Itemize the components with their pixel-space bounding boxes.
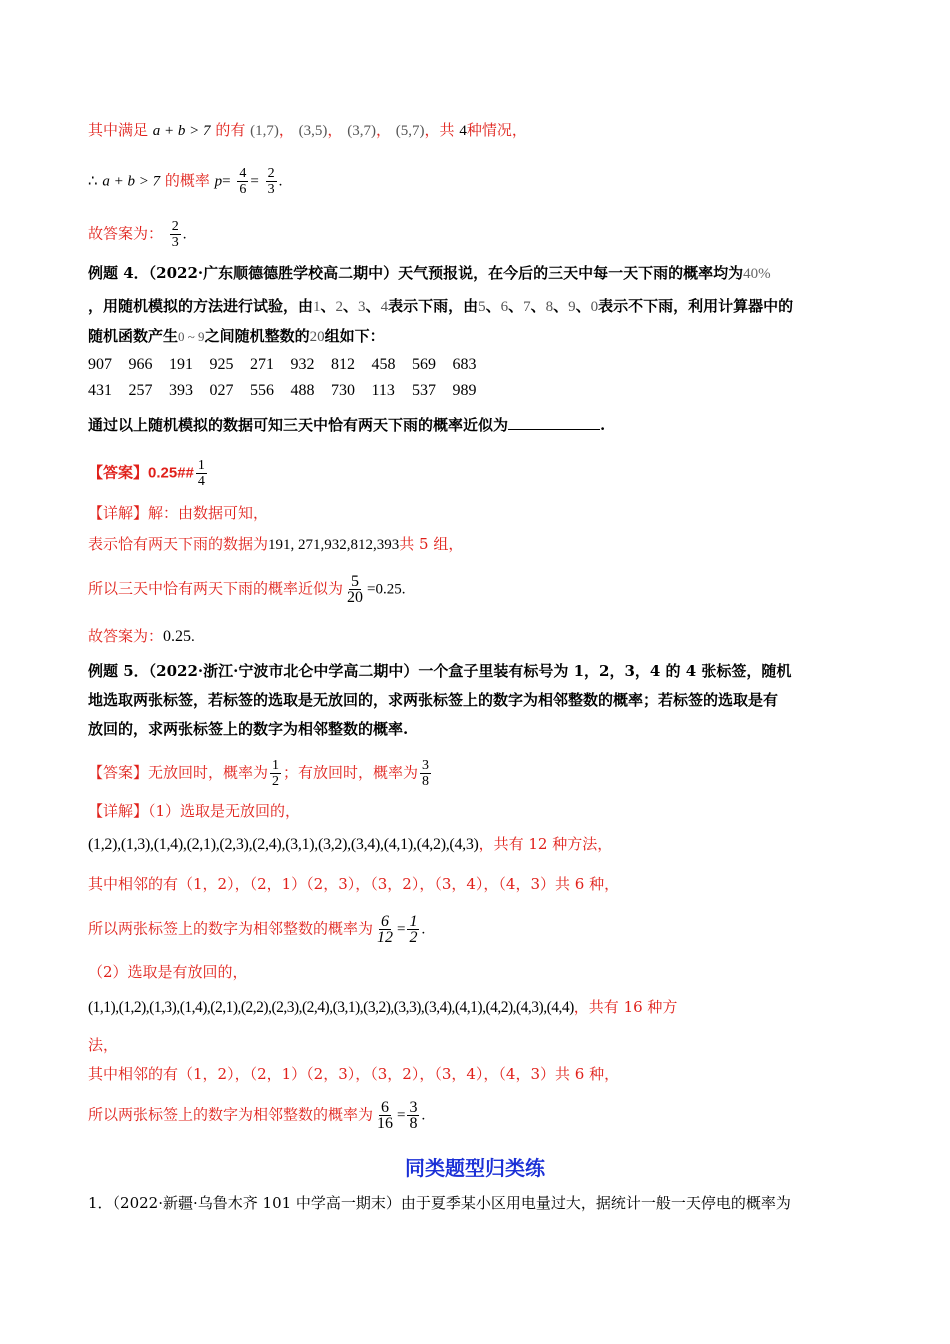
period: . <box>278 173 283 190</box>
text: 的概率 <box>164 171 210 190</box>
example4-title <box>88 262 771 285</box>
text: 其中相邻的有（1，2），（2，1）（2，3），（3，2），（3，4），（4，3）共 6 种， <box>88 875 620 893</box>
text: 法， <box>88 1036 119 1054</box>
random-data-row-1 <box>88 356 493 374</box>
math-equation: =0.25 <box>367 581 402 598</box>
period: . <box>182 226 187 243</box>
answer-blank <box>508 415 600 430</box>
example4-line2: ，用随机模拟的方法进行试验，由1、2、3、4表示下雨，由5、6、7、8、9、0表示不下雨，利用计算器中的 <box>88 297 794 315</box>
text: ；有放回时，概率为 <box>283 763 419 782</box>
math-number: 7 <box>523 299 531 315</box>
math-condition: a + b > 7 <box>152 123 211 139</box>
text: ，共 <box>424 121 455 139</box>
text: 例题 5．（2022·浙江·宁波市北仑中学高二期中）一个盒子里装有标号为 1，2，3，4 的 4 张标签，随机 <box>88 662 792 680</box>
text: 地选取两张标签，若标签的选取是无放回的，求两张标签上的数字为相邻整数的概率；若标签的选取是有 <box>88 691 779 709</box>
text: 共 5 组， <box>399 535 464 553</box>
example5-adjacent-1 <box>88 873 619 895</box>
period: . <box>421 921 426 938</box>
fraction <box>420 758 431 789</box>
math-condition: a + b > 7 <box>102 173 161 190</box>
period: . <box>600 416 606 434</box>
math-pair: (3,7) <box>347 123 376 139</box>
denominator: 2 <box>409 929 418 946</box>
text: 表示下雨，由 <box>388 297 479 315</box>
numerator: 6 <box>381 913 390 930</box>
numerator: 1 <box>197 458 205 473</box>
solution-line-probability <box>88 166 282 197</box>
period: . <box>401 581 406 598</box>
data-cell: 191 <box>169 356 193 373</box>
therefore-symbol: ∴ <box>88 173 98 190</box>
text: ，用随机模拟的方法进行试验，由 <box>88 297 314 315</box>
example5-title <box>88 660 791 682</box>
math-number: 0 <box>590 299 599 315</box>
denominator: 8 <box>409 1115 418 1132</box>
equals: = <box>397 921 406 938</box>
denominator: 2 <box>272 774 280 789</box>
math-pair: (1,7) <box>250 123 279 139</box>
text: 表示不下雨，利用计算器中的 <box>598 297 794 315</box>
example5-pairs-1 <box>88 833 612 856</box>
example5-prob-2 <box>88 1100 425 1131</box>
math-pair: (5,7) <box>395 123 425 139</box>
text: 通过以上随机模拟的数据可知三天中恰有两天下雨的概率近似为 <box>88 416 509 434</box>
fraction <box>266 166 277 197</box>
text: 组如下： <box>324 327 385 345</box>
numerator: 3 <box>422 758 430 773</box>
example4-answer <box>88 458 209 489</box>
example4-detail-line3 <box>88 574 405 605</box>
fraction <box>375 1100 395 1131</box>
text: ，共有 12 种方法， <box>478 835 613 853</box>
data-cell: 730 <box>331 382 355 399</box>
example5-pairs-2-wrap <box>88 1034 118 1056</box>
data-cell: 393 <box>169 382 193 399</box>
example4-question <box>88 414 605 436</box>
data-cell: 683 <box>452 356 477 373</box>
section-heading: 同类题型归类练 <box>405 1156 545 1180</box>
text: 其中满足 <box>88 121 149 139</box>
math-number: 2 <box>335 299 344 315</box>
example5-line2 <box>88 689 778 711</box>
math-number: 9 <box>568 299 576 315</box>
text: （2）选取是有放回的， <box>88 963 248 981</box>
example4-detail-line2 <box>88 533 463 556</box>
numerator: 4 <box>239 166 247 181</box>
data-cell: 907 <box>88 356 112 373</box>
fraction <box>345 574 365 605</box>
data-cell: 925 <box>209 356 234 373</box>
data-cell: 458 <box>371 356 396 373</box>
data-cell: 113 <box>371 382 395 399</box>
math-number: 4 <box>459 123 467 139</box>
math-number: 8 <box>545 299 554 315</box>
text: 种情况， <box>466 121 527 139</box>
denominator: 12 <box>377 929 394 946</box>
detail-label: 【详解】 <box>88 802 149 820</box>
data-cell: 537 <box>412 382 436 399</box>
denominator: 3 <box>267 182 275 197</box>
separator: ， <box>278 121 294 139</box>
denominator: 4 <box>197 474 205 489</box>
text: 无放回时，概率为 <box>148 763 269 782</box>
text: 所以两张标签上的数字为相邻整数的概率为 <box>88 1105 374 1124</box>
text: 例题 4．（2022·广东顺德德胜学校高二期中）天气预报说，在今后的三天中每一天下雨的概率均为 <box>88 264 744 282</box>
text: 表示恰有两天下雨的数据为 <box>88 535 269 553</box>
example5-pairs-2 <box>88 996 677 1019</box>
denominator: 3 <box>171 235 179 250</box>
numerator: 5 <box>351 573 360 590</box>
math-pairs: (1,1),(1,2),(1,3),(1,4),(2,1),(2,2),(2,3),(2,4),(3,1),(3,2),(3,3),(3,4),(4,1),(4,2),(4,3),(4,4) <box>88 999 574 1016</box>
data-cell: 488 <box>290 382 315 399</box>
data-cell: 812 <box>331 356 355 373</box>
fraction <box>196 458 207 489</box>
math-number: 40% <box>743 266 771 282</box>
example5-answer <box>88 758 433 789</box>
answer-label: 【答案】 <box>88 763 149 782</box>
fraction <box>375 914 395 945</box>
text: 故答案为： <box>88 627 164 645</box>
numerator: 3 <box>409 1099 418 1116</box>
math-pair: (3,5) <box>298 123 328 139</box>
denominator: 6 <box>239 182 247 197</box>
denominator: 8 <box>422 774 430 789</box>
text: 解：由数据可知， <box>148 504 269 522</box>
math-list: 191, 271,932,812,393 <box>268 537 400 553</box>
data-cell: 027 <box>209 382 234 399</box>
example5-detail-2 <box>88 961 248 983</box>
data-cell: 966 <box>128 356 153 373</box>
text: 所以两张标签上的数字为相邻整数的概率为 <box>88 919 374 938</box>
data-cell: 257 <box>128 382 153 399</box>
text: 放回的，求两张标签上的数字为相邻整数的概率. <box>88 720 409 738</box>
fraction <box>270 758 281 789</box>
text: 所以三天中恰有两天下雨的概率近似为 <box>88 579 344 598</box>
practice-question-1 <box>88 1192 791 1214</box>
equals: = <box>250 173 259 190</box>
math-variable: p <box>214 173 223 190</box>
text: 故答案为： <box>88 224 164 243</box>
denominator: 20 <box>347 589 364 606</box>
text: ，共有 16 种方 <box>573 998 678 1016</box>
data-cell: 271 <box>250 356 274 373</box>
text: 1．（2022·新疆·乌鲁木齐 101 中学高一期末）由于夏季某小区用电量过大，据统计一般一天停电的概率为 <box>88 1194 791 1212</box>
numerator: 2 <box>171 219 179 234</box>
fraction <box>407 914 419 945</box>
example4-detail <box>88 502 268 524</box>
solution-line-cases <box>88 119 527 142</box>
math-number: 20 <box>309 329 325 345</box>
separator: ， <box>375 121 391 139</box>
math-number: 5 <box>478 299 486 315</box>
fraction <box>237 166 248 197</box>
text: 其中相邻的有（1，2），（2，1）（2，3），（3，2），（3，4），（4，3）共 6 种， <box>88 1065 620 1083</box>
data-cell: 569 <box>412 356 436 373</box>
numerator: 1 <box>409 913 418 930</box>
text: （1）选取是无放回的， <box>148 802 301 820</box>
math-number: 1 <box>313 299 321 315</box>
math-pairs: (1,2),(1,3),(1,4),(2,1),(2,3),(2,4),(3,1),(3,2),(3,4),(4,1),(4,2),(4,3) <box>88 836 479 853</box>
data-cell: 932 <box>290 356 315 373</box>
numerator: 6 <box>381 1099 390 1116</box>
example5-line3 <box>88 718 408 740</box>
random-data-row-2 <box>88 382 493 400</box>
math-range: 0 ~ 9 <box>178 329 205 344</box>
text: 的有 <box>215 121 246 139</box>
data-cell: 431 <box>88 382 112 399</box>
example5-adjacent-2 <box>88 1063 619 1085</box>
answer-line <box>88 219 187 250</box>
example5-prob-1 <box>88 914 425 945</box>
math-number: 4 <box>380 299 389 315</box>
example5-detail <box>88 800 300 822</box>
math-number: 0.25 <box>163 628 192 645</box>
math-number: 3 <box>358 299 366 315</box>
separator: ， <box>327 121 343 139</box>
text: 之间随机整数的 <box>204 327 310 345</box>
fraction <box>170 219 181 250</box>
period: . <box>191 629 195 645</box>
data-cell: 556 <box>250 382 274 399</box>
example4-final <box>88 625 195 648</box>
example4-line3 <box>88 325 385 348</box>
detail-label: 【详解】 <box>88 504 149 522</box>
period: . <box>421 1107 426 1124</box>
equals: = <box>397 1107 406 1124</box>
data-cell: 989 <box>452 382 477 399</box>
equals: = <box>222 173 231 190</box>
numerator: 1 <box>272 758 280 773</box>
numerator: 2 <box>267 166 275 181</box>
math-number: 6 <box>500 299 509 315</box>
text: 随机函数产生 <box>88 327 179 345</box>
denominator: 16 <box>377 1115 394 1132</box>
answer-value: 0.25## <box>148 464 194 482</box>
fraction <box>407 1100 419 1131</box>
answer-label: 【答案】 <box>88 463 149 482</box>
